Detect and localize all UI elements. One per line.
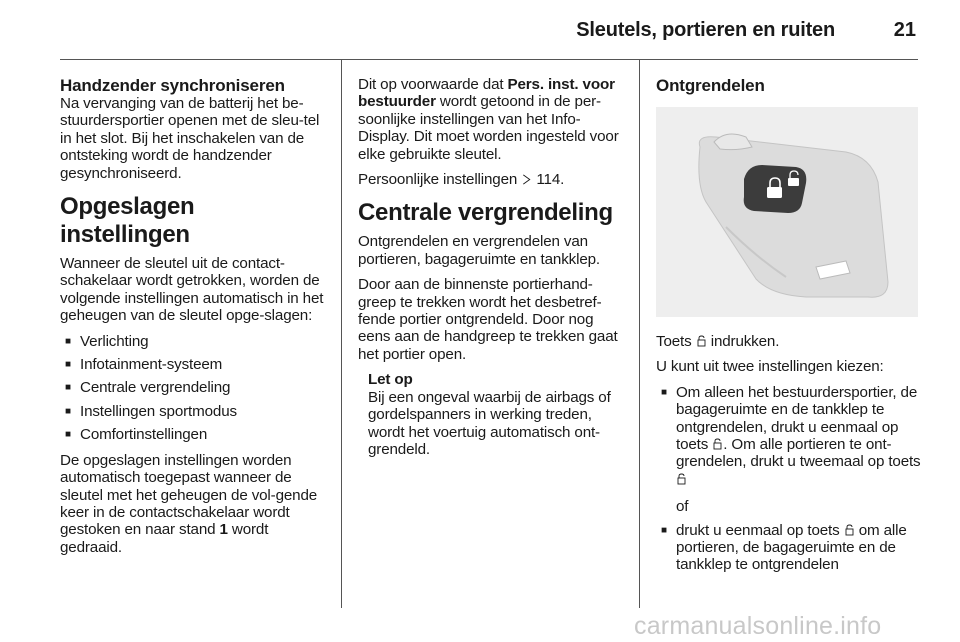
unlock-key-icon bbox=[677, 473, 686, 485]
watermark: carmanualsonline.info bbox=[634, 612, 882, 640]
key-fob-image bbox=[656, 107, 918, 317]
section-title: Sleutels, portieren en ruiten bbox=[576, 19, 835, 41]
list-item: ■ Infotainment-systeem bbox=[60, 356, 328, 373]
heading-sync: Handzender synchroniseren bbox=[60, 76, 285, 95]
option-1-text: Om alleen het bestuurdersportier, de bagageruimte en de tankklep te ontgrendelen, drukt u eenmaal op toets bbox=[676, 383, 918, 454]
note-title: Let op bbox=[368, 371, 413, 389]
personal-settings-ref bbox=[358, 171, 626, 188]
press-key-paragraph bbox=[656, 333, 924, 350]
heading-unlock: Ontgrendelen bbox=[656, 76, 765, 95]
heading-central-locking: Centrale vergrendeling bbox=[358, 199, 613, 227]
central-paragraph-2: Door aan de binnenste portierhand-greep te trekken wordt het desbetref-fende portier ontgrendeld. Door nog eens aan de handgreep te trekken gaat het portier open. bbox=[358, 276, 618, 363]
saved-outro-text: De opgeslagen instellingen worden automatisch toegepast wanneer de sleutel met het geheugen de vol-gende keer in de contactschakelaar wordt gestoken en naar stand bbox=[60, 451, 318, 539]
list-item: ■ Comfortinstellingen bbox=[60, 426, 328, 443]
saved-intro-paragraph: Wanneer de sleutel uit de contact-schakelaar wordt getrokken, worden de volgende instellingen automatisch in het geheugen van de sleutel opge-slagen: bbox=[60, 255, 324, 325]
saved-outro-paragraph bbox=[60, 452, 328, 556]
choose-paragraph: U kunt uit twee instellingen kiezen: bbox=[656, 358, 884, 376]
unlock-key-icon bbox=[697, 335, 706, 347]
sync-paragraph: Na vervanging van de batterij het be-stuurdersportier openen met de sleu-tel in het slot. Bij het inschakelen van de ontsteking wordt de handzender gesynchroniseerd. bbox=[60, 95, 320, 182]
option-1-text-cont: . Om alle portieren te ont-grendelen, drukt u tweemaal op toets bbox=[676, 436, 921, 471]
list-item: ■ Verlichting bbox=[60, 333, 328, 350]
header-divider bbox=[60, 59, 918, 60]
column-divider-2 bbox=[639, 60, 640, 608]
or-text: of bbox=[676, 498, 689, 516]
heading-saved-settings: Opgeslagen instellingen bbox=[60, 193, 195, 249]
list-item bbox=[656, 384, 924, 516]
personal-text: Persoonlijke instellingen bbox=[358, 171, 518, 189]
column-3 bbox=[656, 76, 924, 582]
note-text: Bij een ongeval waarbij de airbags of gordelspanners in werking treden, wordt het voertuig automatisch ont-grendeld. bbox=[368, 388, 611, 458]
page-reference-link[interactable]: 114. bbox=[536, 171, 565, 189]
arrow-ref-icon bbox=[522, 174, 531, 185]
list-item: ■ Instellingen sportmodus bbox=[60, 403, 328, 420]
condition-text: Dit op voorwaarde dat bbox=[358, 76, 508, 93]
central-paragraph-1: Ontgrendelen en vergrendelen van portieren, bagageruimte en tankklep. bbox=[358, 233, 600, 268]
saved-outro-end: wordt gedraaid. bbox=[60, 521, 269, 556]
unlock-key-icon bbox=[845, 524, 854, 536]
unlock-options-list bbox=[656, 384, 924, 574]
list-item: ■ Centrale vergrendeling bbox=[60, 379, 328, 396]
condition-paragraph bbox=[358, 76, 626, 163]
position-label: 1 bbox=[219, 521, 228, 539]
condition-end: wordt getoond in de per-soonlijke instellingen van het Info-Display. Dit moet worden ingesteld voor elke gebruikte sleutel. bbox=[358, 93, 619, 163]
column-1 bbox=[60, 76, 328, 564]
column-divider-1 bbox=[341, 60, 342, 608]
page-number: 21 bbox=[893, 19, 916, 41]
list-item bbox=[656, 522, 924, 574]
page-header bbox=[0, 0, 960, 60]
saved-settings-list bbox=[60, 333, 328, 444]
unlock-key-icon bbox=[713, 438, 722, 450]
option-2-text: drukt u eenmaal op toets bbox=[676, 521, 840, 539]
press-text-end: indrukken. bbox=[710, 333, 780, 350]
key-fob-illustration bbox=[656, 107, 918, 317]
note-box bbox=[358, 371, 626, 458]
option-2-text-cont: om alle portieren, de bagageruimte en de tankklep te ontgrendelen bbox=[676, 521, 907, 574]
column-2 bbox=[358, 76, 626, 458]
menu-setting-label: Pers. inst. voor bestuurder bbox=[358, 76, 615, 111]
press-text: Toets bbox=[656, 333, 692, 350]
